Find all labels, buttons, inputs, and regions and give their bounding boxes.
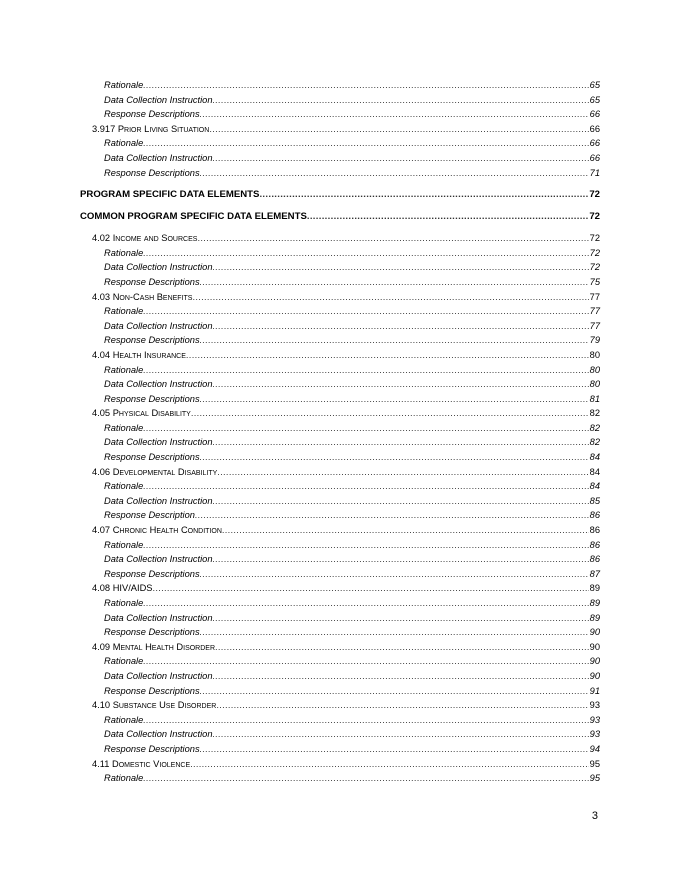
toc-entry[interactable] (80, 567, 600, 582)
dot-leader (143, 363, 588, 378)
toc-entry-label: Mental Health Disorder (112, 641, 216, 652)
dot-leader (195, 508, 589, 523)
toc-entry-page: 86 (589, 525, 600, 536)
toc-entry-label: Domestic Violence (112, 758, 191, 769)
toc-entry-title: Rationale (104, 481, 144, 492)
toc-entry-title (92, 406, 191, 421)
toc-entry-page: 72 (589, 189, 600, 201)
toc-entry[interactable] (80, 654, 600, 669)
dot-leader (143, 246, 588, 261)
dot-leader (143, 421, 588, 436)
dot-leader (213, 435, 589, 450)
dot-leader (200, 684, 589, 699)
toc-entry[interactable] (80, 275, 600, 290)
toc-entry[interactable] (80, 304, 600, 319)
toc-entry-title (92, 757, 190, 772)
toc-entry[interactable] (80, 246, 600, 261)
toc-entry[interactable] (80, 435, 600, 450)
toc-entry[interactable] (80, 166, 600, 181)
toc-entry-title: PROGRAM SPECIFIC DATA ELEMENTS (80, 189, 260, 201)
toc-entry-number: 4.03 (92, 291, 111, 302)
toc-entry-title: Data Collection Instruction (104, 152, 213, 163)
toc-entry[interactable] (80, 508, 600, 523)
toc-entry-title: Response Descriptions (104, 452, 200, 463)
toc-entry[interactable] (80, 494, 600, 509)
dot-leader (186, 348, 589, 363)
toc-entry[interactable] (80, 377, 600, 392)
toc-entry[interactable] (80, 538, 600, 553)
toc-entry-page: 86 (589, 510, 600, 521)
toc-entry-page: 82 (589, 422, 600, 433)
toc-entry[interactable] (80, 684, 600, 699)
dot-leader (200, 450, 589, 465)
dot-leader (200, 275, 589, 290)
toc-entry-label: Developmental Disability (112, 466, 218, 477)
toc-entry-label: Prior Living Situation (117, 123, 210, 134)
dot-leader (200, 166, 589, 181)
dot-leader (213, 377, 589, 392)
toc-entry-title (92, 231, 197, 246)
toc-entry-page: 75 (589, 276, 600, 287)
toc-entry-title: Rationale (104, 656, 144, 667)
dot-leader (192, 290, 588, 305)
toc-entry-page: 82 (589, 408, 600, 419)
toc-entry-title (92, 581, 152, 596)
toc-entry[interactable] (80, 107, 600, 122)
toc-entry-title: Rationale (104, 598, 144, 608)
dot-leader (200, 567, 589, 582)
toc-entry-title: Data Collection Instruction (104, 729, 213, 740)
toc-entry-number: 4.08 (92, 583, 111, 594)
dot-leader (200, 742, 589, 757)
toc-entry[interactable] (80, 290, 600, 305)
toc-entry-title: Data Collection Instruction (104, 94, 213, 105)
toc-entry-page: 79 (589, 335, 600, 346)
toc-entry-title (92, 348, 186, 363)
dot-leader (213, 611, 589, 626)
dot-leader (143, 78, 588, 93)
toc-entry[interactable] (80, 319, 600, 334)
toc-entry-page: 84 (589, 452, 600, 463)
toc-entry[interactable] (80, 698, 600, 713)
toc-entry-title: Rationale (104, 539, 144, 550)
dot-leader (143, 654, 588, 669)
toc-entry-title (92, 122, 209, 137)
toc-entry-page: 93 (589, 700, 600, 711)
toc-entry-page: 87 (589, 568, 600, 579)
toc-entry[interactable] (80, 640, 600, 655)
toc-entry-title: Response Descriptions (104, 335, 200, 346)
toc-entry-page: 81 (589, 393, 600, 404)
toc-entry-number: 4.10 (92, 700, 111, 711)
toc-entry-title: Rationale (104, 364, 144, 375)
toc-entry[interactable] (80, 465, 600, 480)
toc-entry-page: 93 (589, 729, 600, 740)
dot-leader (213, 727, 589, 742)
toc-entry-title (92, 698, 216, 713)
toc-entry-page: 86 (589, 554, 600, 565)
toc-entry-title: Data Collection Instruction (104, 437, 213, 448)
dot-leader (143, 538, 588, 553)
toc-entry-page: 65 (589, 80, 600, 90)
toc-entry[interactable] (80, 523, 600, 538)
toc-entry[interactable] (80, 136, 600, 151)
toc-entry-page: 71 (589, 167, 600, 178)
toc-entry-page: 72 (589, 262, 600, 273)
toc-entry-page: 80 (589, 379, 600, 390)
toc-entry-page: 85 (589, 495, 600, 506)
toc-entry-title: Data Collection Instruction (104, 379, 213, 390)
dot-leader (217, 465, 588, 480)
dot-leader (200, 107, 589, 122)
toc-entry-number: 3.917 (92, 123, 116, 134)
toc-entry[interactable] (80, 771, 600, 786)
toc-entry-label: Physical Disability (112, 408, 191, 419)
toc-entry[interactable] (80, 209, 600, 225)
dot-leader (143, 771, 588, 786)
toc-entry-page: 77 (589, 291, 600, 302)
toc-entry-title: Data Collection Instruction (104, 554, 213, 565)
dot-leader (143, 596, 588, 611)
toc-entry-title: Rationale (104, 773, 144, 784)
toc-entry-page: 95 (589, 758, 600, 769)
toc-entry-label: HIV/AIDS (112, 583, 153, 594)
toc-entry[interactable] (80, 348, 600, 363)
dot-leader (152, 581, 588, 596)
toc-entry-page: 80 (589, 364, 600, 375)
toc-entry[interactable] (80, 742, 600, 757)
toc-entry-label: Non-Cash Benefits (112, 291, 193, 302)
toc-entry-page: 89 (589, 612, 600, 623)
toc-entry[interactable] (80, 596, 600, 611)
dot-leader (191, 406, 589, 421)
toc-entry[interactable] (80, 757, 600, 772)
dot-leader (222, 523, 589, 538)
toc-entry-number: 4.05 (92, 408, 111, 419)
toc-entry-label: Chronic Health Condition (112, 525, 222, 536)
dot-leader (197, 231, 588, 246)
toc-entry-title: Rationale (104, 306, 144, 317)
toc-entry-title (92, 465, 217, 480)
toc-entry[interactable] (80, 333, 600, 348)
toc-entry-page: 77 (589, 320, 600, 331)
toc-entry[interactable] (80, 625, 600, 640)
dot-leader (143, 136, 588, 151)
toc-entry-title (92, 290, 192, 305)
page-number: 3 (591, 810, 598, 822)
toc-entry[interactable] (80, 552, 600, 567)
toc-entry-page: 66 (589, 138, 600, 149)
toc-entry-page: 90 (589, 641, 600, 652)
toc-entry[interactable] (80, 406, 600, 421)
toc-entry[interactable] (80, 479, 600, 494)
toc-entry[interactable] (80, 187, 600, 203)
toc-entry-page: 72 (589, 233, 600, 244)
toc-entry-page: 89 (589, 583, 600, 594)
toc-entry[interactable] (80, 611, 600, 626)
toc-entry-page: 86 (589, 539, 600, 550)
toc-entry-page: 89 (589, 598, 600, 608)
toc-entry[interactable] (80, 78, 600, 93)
toc-entry[interactable] (80, 727, 600, 742)
dot-leader (216, 698, 588, 713)
toc-entry-number: 4.02 (92, 233, 111, 244)
toc-entry-number: 4.04 (92, 349, 111, 360)
toc-entry[interactable] (80, 669, 600, 684)
toc-entry-page: 91 (589, 685, 600, 696)
toc-entry-title: Response Descriptions (104, 685, 200, 696)
toc-entry-title: Data Collection Instruction (104, 612, 213, 623)
toc-entry[interactable] (80, 363, 600, 378)
dot-leader (213, 319, 589, 334)
toc-entry[interactable] (80, 93, 600, 108)
dot-leader (143, 713, 588, 728)
toc-entry-title: Data Collection Instruction (104, 262, 213, 273)
toc-entry-number: 4.07 (92, 525, 111, 536)
toc-entry-title: Rationale (104, 138, 144, 149)
toc-entry-page: 90 (589, 670, 600, 681)
dot-leader (143, 304, 588, 319)
toc-entry-title: Response Descriptions (104, 743, 200, 754)
toc-entry-title: Rationale (104, 80, 144, 90)
toc-entry-page: 66 (589, 152, 600, 163)
toc-entry[interactable] (80, 450, 600, 465)
dot-leader (307, 209, 588, 225)
dot-leader (213, 151, 589, 166)
dot-leader (200, 333, 589, 348)
toc-entry-page: 90 (589, 656, 600, 667)
dot-leader (259, 187, 588, 203)
toc-entry[interactable] (80, 392, 600, 407)
toc-entry-title: COMMON PROGRAM SPECIFIC DATA ELEMENTS (80, 211, 307, 223)
toc-entry-page: 84 (589, 481, 600, 492)
dot-leader (190, 757, 589, 772)
toc-entry-number: 4.09 (92, 641, 111, 652)
toc-entry[interactable] (80, 713, 600, 728)
toc-entry[interactable] (80, 231, 600, 246)
toc-entry-page: 77 (589, 306, 600, 317)
toc-entry[interactable] (80, 581, 600, 596)
toc-entry-title: Data Collection Instruction (104, 670, 213, 681)
dot-leader (213, 260, 589, 275)
dot-leader (215, 640, 589, 655)
toc-entry-page: 90 (589, 627, 600, 638)
toc-entry-page: 72 (589, 211, 600, 223)
toc-entry[interactable] (80, 122, 600, 137)
toc-entry-title (92, 523, 222, 538)
toc-entry-title: Response Descriptions (104, 627, 200, 638)
dot-leader (200, 392, 589, 407)
toc-entry-page: 94 (589, 743, 600, 754)
dot-leader (209, 122, 588, 137)
dot-leader (213, 552, 589, 567)
toc-entry-page: 80 (589, 349, 600, 360)
toc-entry-page: 66 (589, 109, 600, 120)
toc-entry-title: Response Descriptions (104, 568, 200, 579)
toc-entry-label: Income and Sources (112, 233, 198, 244)
toc-entry-title: Rationale (104, 422, 144, 433)
toc-entry[interactable] (80, 260, 600, 275)
dot-leader (213, 494, 589, 509)
toc-entry-title: Data Collection Instruction (104, 320, 213, 331)
toc-entry-title: Response Description (104, 510, 195, 521)
toc-entry-title (92, 640, 215, 655)
toc-entry-label: Substance Use Disorder (112, 700, 217, 711)
toc-entry-title: Data Collection Instruction (104, 495, 213, 506)
table-of-contents (80, 78, 600, 786)
dot-leader (143, 479, 588, 494)
toc-entry-title: Rationale (104, 247, 144, 258)
toc-entry-page: 72 (589, 247, 600, 258)
toc-entry-title: Response Descriptions (104, 276, 200, 287)
dot-leader (213, 93, 589, 108)
toc-entry-title: Response Descriptions (104, 393, 200, 404)
toc-entry-page: 65 (589, 94, 600, 105)
toc-entry-number: 4.11 (92, 758, 110, 769)
toc-entry-page: 84 (589, 466, 600, 477)
toc-entry-title: Response Descriptions (104, 109, 200, 120)
dot-leader (213, 669, 589, 684)
toc-entry[interactable] (80, 151, 600, 166)
toc-entry-label: Health Insurance (112, 349, 186, 360)
toc-entry-page: 95 (589, 773, 600, 784)
toc-entry-number: 4.06 (92, 466, 111, 477)
toc-entry-title: Rationale (104, 714, 144, 725)
dot-leader (200, 625, 589, 640)
toc-entry-page: 66 (589, 123, 600, 134)
toc-entry-title: Response Descriptions (104, 167, 200, 178)
toc-entry[interactable] (80, 421, 600, 436)
toc-entry-page: 82 (589, 437, 600, 448)
toc-entry-page: 93 (589, 714, 600, 725)
